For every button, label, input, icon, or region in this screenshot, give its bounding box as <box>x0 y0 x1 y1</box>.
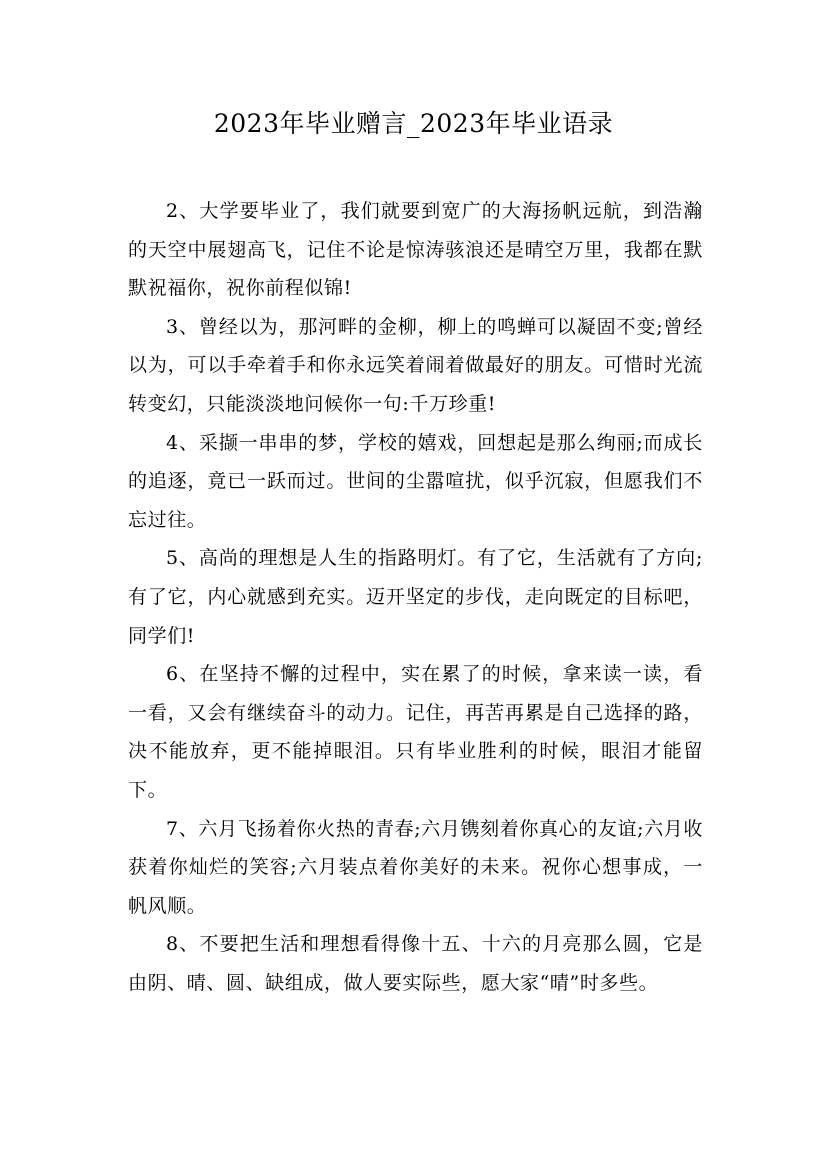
paragraph-4: 4、采撷一串串的梦，学校的嬉戏，回想起是那么绚丽;而成长的追逐，竟已一跃而过。世间的尘嚣喧扰，似乎沉寂，但愿我们不忘过往。 <box>128 431 703 531</box>
document-title: 2023年毕业赠言_2023年毕业语录 <box>213 109 614 138</box>
paragraph-7: 7、六月飞扬着你火热的青春;六月镌刻着你真心的友谊;六月收获着你灿烂的笑容;六月装点着你美好的未来。祝你心想事成，一帆风顺。 <box>128 817 703 917</box>
paragraph-3: 3、曾经以为，那河畔的金柳，柳上的鸣蝉可以凝固不变;曾经以为，可以手牵着手和你永远笑着闹着做最好的朋友。可惜时光流转变幻，只能淡淡地问候你一句:千万珍重! <box>128 315 703 415</box>
document-body <box>128 192 703 1002</box>
paragraph-6: 6、在坚持不懈的过程中，实在累了的时候，拿来读一读，看一看，又会有继续奋斗的动力。记住，再苦再累是自己选择的路，决不能放弃，更不能掉眼泪。只有毕业胜利的时候，眼泪才能留下。 <box>128 663 703 801</box>
paragraph-5: 5、高尚的理想是人生的指路明灯。有了它，生活就有了方向;有了它，内心就感到充实。迈开坚定的步伐，走向既定的目标吧，同学们! <box>128 547 703 647</box>
paragraph-8: 8、不要把生活和理想看得像十五、十六的月亮那么圆，它是由阴、晴、圆、缺组成，做人要实际些，愿大家“晴”时多些。 <box>128 933 703 994</box>
paragraph-2: 2、大学要毕业了，我们就要到宽广的大海扬帆远航，到浩瀚的天空中展翅高飞，记住不论是惊涛骇浪还是晴空万里，我都在默默祝福你，祝你前程似锦! <box>128 200 703 300</box>
